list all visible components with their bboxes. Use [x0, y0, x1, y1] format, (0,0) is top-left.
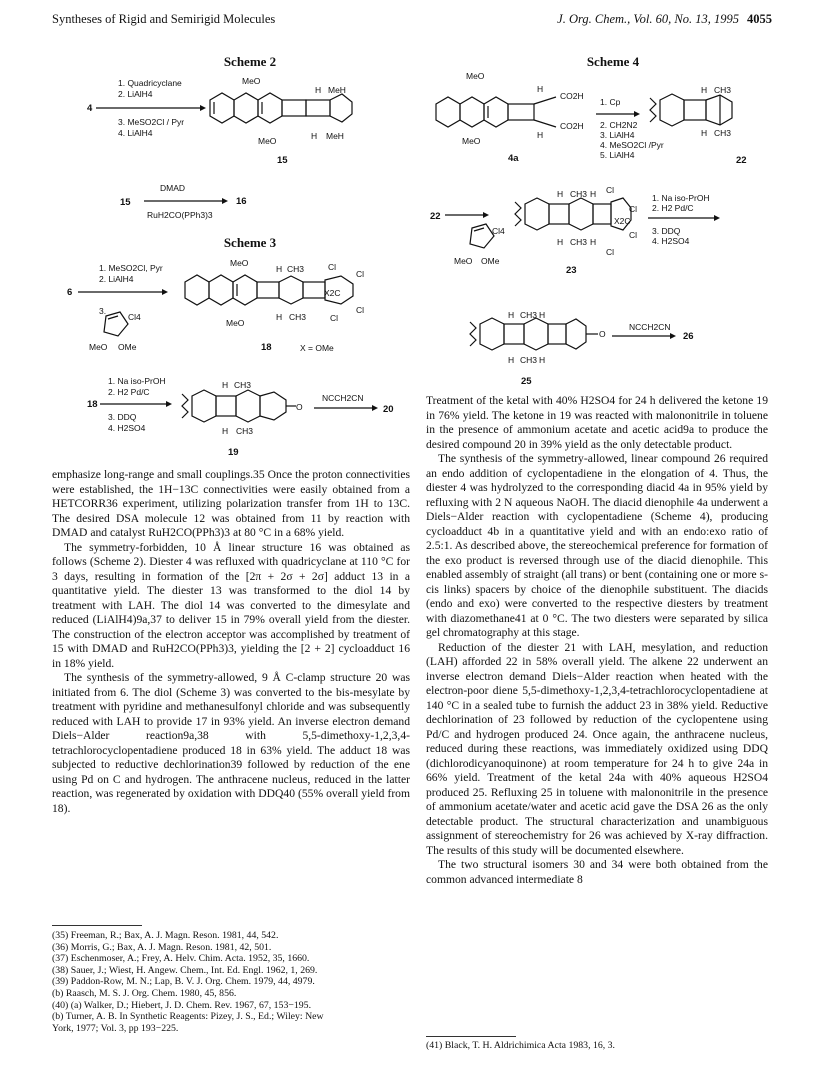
footnote-38: (38) Sauer, J.; Wiest, H. Angew. Chem., Int. Ed. Engl. 1962, 1, 269.: [52, 964, 318, 976]
scheme-4-structure-4a: [430, 94, 560, 134]
scheme-4-step3-arrow: [612, 332, 676, 340]
running-header: [52, 12, 772, 32]
footnote-39: (39) Paddon-Row, M. N.; Lap, B. V. J. Org. Chem. 1979, 44, 4979.: [52, 976, 315, 988]
scheme-3-step2-reagent-1: 1. Na iso-PrOH: [108, 376, 166, 386]
scheme-3-step3-arrow: [314, 404, 378, 412]
footnotes-left: [52, 930, 410, 1034]
scheme-3-arrow: [78, 288, 168, 296]
scheme-3-reagent-2: 2. LiAlH4: [99, 274, 134, 284]
scheme-3-diene-ome: OMe: [118, 342, 137, 352]
scheme-2-step2-start: 15: [120, 197, 131, 208]
scheme-4-label-h-bottom: H: [537, 130, 544, 140]
right-paragraph-1: Treatment of the ketal with 40% H2SO4 for 24 h delivered the ketone 19 in 76% yield. The ketone in 19 was reacted with malononitrile in toluene in the presence of ammonium acetate and acetic acid9a to produce the desired compound 20 in 39% yield as the only detectable product.: [426, 394, 768, 451]
scheme-4-compound-22: 22: [736, 155, 747, 166]
footnote-40a: (40) (a) Walker, D.; Hiebert, J. D. Chem. Rev. 1967, 67, 153−195.: [52, 999, 312, 1011]
scheme-4-23-label-x2c: X2C: [614, 216, 631, 226]
scheme-3-compound-19: 19: [228, 447, 239, 458]
scheme-3-product-note: X = OMe: [300, 343, 334, 353]
scheme-4-label-h-top: H: [537, 84, 544, 94]
scheme-4-reagent-5: 5. LiAlH4: [600, 150, 635, 160]
scheme-4-25-label-h-2: H: [539, 310, 546, 320]
scheme-3-label-x2c: X2C: [324, 288, 341, 298]
scheme-4-25-label-h-1: H: [508, 310, 515, 320]
scheme-4-25-label-h-3: H: [508, 355, 515, 365]
scheme-4-step3-reagent: NCCH2CN: [629, 322, 671, 332]
footnote-35: (35) Freeman, R.; Bax, A. J. Magn. Reson. 1981, 44, 542.: [52, 930, 279, 941]
scheme-4-step2-diene-ome: OMe: [481, 256, 500, 266]
scheme-2-label-meh-top: MeH: [328, 85, 346, 95]
scheme-4-label-meo-bottom: MeO: [462, 136, 481, 146]
scheme-3-step2-label-h-top: H: [222, 380, 229, 390]
scheme-4-25-label-ch3-top: CH3: [520, 310, 538, 320]
scheme-4-label-co2h-top: CO2H: [560, 91, 584, 101]
scheme-3-label-meo-bottom: MeO: [226, 318, 245, 328]
scheme-4-22-label-ch3-bottom: CH3: [714, 128, 732, 138]
scheme-3-reagent-3: 3.: [99, 306, 107, 316]
scheme-2-structure-15: [200, 90, 360, 132]
scheme-3-label-cl-3: Cl: [356, 305, 365, 315]
scheme-2-arrow: [96, 104, 206, 112]
scheme-2-reagent-3: 3. MeSO2Cl / Pyr: [118, 117, 185, 127]
scheme-3-step2-reagent-4: 4. H2SO4: [108, 423, 146, 433]
scheme-3-label-cl-2: Cl: [356, 269, 365, 279]
scheme-3-label-h-bottom: H: [276, 312, 283, 322]
scheme-4-structure-22: [648, 92, 748, 130]
scheme-2-label-meh-bottom: MeH: [326, 131, 344, 141]
scheme-4-23-label-ch3-bottom: CH3: [570, 237, 588, 247]
right-paragraph-4: The two structural isomers 30 and 34 were both obtained from the common advanced intermediate 8: [426, 858, 768, 886]
scheme-4-step2-reagent-1: 1. Na iso-PrOH: [652, 193, 710, 203]
scheme-2-title: Scheme 2: [223, 54, 277, 69]
scheme-3-step2-label-ch3-top: CH3: [234, 380, 252, 390]
scheme-4-step2-arrow: [648, 214, 720, 222]
scheme-4-23-label-h-3: H: [557, 237, 564, 247]
scheme-4-step2-reagent-2: 2. H2 Pd/C: [652, 203, 694, 213]
scheme-4-reagent-4: 4. MeSO2Cl /Pyr: [600, 140, 664, 150]
scheme-2-compound-15: 15: [277, 155, 288, 166]
footnote-rule-right: [426, 1036, 516, 1037]
scheme-4-title: Scheme 4: [586, 54, 640, 69]
scheme-2-label-h-top: H: [315, 85, 322, 95]
scheme-4-23-label-cl-2: Cl: [629, 204, 638, 214]
scheme-2-label-meo-bottom: MeO: [258, 136, 277, 146]
footnote-41: (41) Black, T. H. Aldrichimica Acta 1983, 16, 3.: [426, 1040, 616, 1051]
scheme-3-step2-start: 18: [87, 399, 98, 410]
scheme-3-reagent-1: 1. MeSO2Cl, Pyr: [99, 263, 163, 273]
journal-citation: J. Org. Chem., Vol. 60, No. 13, 1995 4055: [557, 12, 772, 26]
scheme-3-structure-18: [175, 272, 365, 316]
scheme-4-23-label-h-2: H: [590, 189, 597, 199]
scheme-3-diene-cl4: Cl4: [128, 312, 141, 322]
scheme-3-label-cl-4: Cl: [330, 313, 339, 323]
scheme-4-reagent-1: 1. Cp: [600, 97, 621, 107]
left-column: [52, 468, 410, 816]
scheme-4-label-meo-top: MeO: [466, 71, 485, 81]
scheme-3-step2-arrow: [100, 400, 172, 408]
scheme-4-25-label-ch3-bottom: CH3: [520, 355, 538, 365]
scheme-3-step2-label-ch3-bottom: CH3: [236, 426, 254, 436]
scheme-4-reagent-3: 3. LiAlH4: [600, 130, 635, 140]
scheme-2-step2-product: 16: [236, 196, 247, 207]
scheme-3-label-meo-top: MeO: [230, 258, 249, 268]
scheme-4-structure-25: [468, 316, 602, 354]
scheme-4-23-label-h-4: H: [590, 237, 597, 247]
scheme-4-step2-diene-cl4: Cl4: [492, 226, 505, 236]
scheme-4-25-label-h-4: H: [539, 355, 546, 365]
scheme-4-23-label-cl-4: Cl: [606, 247, 615, 257]
scheme-4-arrow: [596, 110, 640, 118]
scheme-4-23-label-ch3-top: CH3: [570, 189, 588, 199]
scheme-4-23-label-cl-1: Cl: [606, 185, 615, 195]
footnote-40b-cont: York, 1977; Vol. 3, pp 193−225.: [52, 1022, 179, 1034]
scheme-4-compound-25: 25: [521, 376, 532, 387]
scheme-4-label-co2h-bottom: CO2H: [560, 121, 584, 131]
running-title: Syntheses of Rigid and Semirigid Molecules: [52, 12, 276, 26]
scheme-4-step2-start: 22: [430, 211, 441, 222]
scheme-4-22-label-ch3-top: CH3: [714, 85, 732, 95]
scheme-3-start-compound: 6: [67, 287, 73, 298]
footnote-rule-left: [52, 925, 142, 926]
scheme-2-reagent-2: 2. LiAlH4: [118, 89, 153, 99]
scheme-4-22-label-h-bottom: H: [701, 128, 708, 138]
scheme-4-structure-23: [513, 196, 633, 238]
scheme-4-22-label-h-top: H: [701, 85, 708, 95]
scheme-3-compound-18: 18: [261, 342, 272, 353]
footnotes-right: [426, 1040, 768, 1052]
scheme-4-compound-26: 26: [683, 331, 694, 342]
scheme-3-step2-label-o: O: [296, 402, 303, 412]
scheme-3-title: Scheme 3: [223, 235, 277, 250]
right-column: [426, 394, 768, 887]
scheme-3-step2-reagent-3: 3. DDQ: [108, 412, 137, 422]
scheme-4-23-label-h-1: H: [557, 189, 564, 199]
scheme-3-step2-arrow-reagent: NCCH2CN: [322, 393, 364, 403]
scheme-2-reagent-1: 1. Quadricyclane: [118, 78, 182, 88]
footnote-40b: (b) Turner, A. B. In Synthetic Reagents: Pizey, J. S., Ed.; Wiley: New: [52, 1011, 324, 1023]
left-paragraph-3: The synthesis of the symmetry-allowed, 9 Å C-clamp structure 20 was initiated from 6. The diol (Scheme 3) was converted to the bis-mesylate by treatment with pyridine and methanesulfonyl chloride and was subsequently reduced with LAH to provide 17 in 93% yield. An inverse electron demand Diels−Alder reaction9a,38 with 5,5-dimethoxy-1,2,3,4-tetrachlorocyclopentadiene produced 18 in 63% yield. The adduct 18 was subjected to reductive dechlorination39 followed by reduction of the ene using Pd on C and hydrogen. The anthracene nucleus, reduced in the latter reaction, was regenerated by oxidation with DDQ40 (55% overall yield from 18).: [52, 671, 410, 815]
scheme-4-reagent-2: 2. CH2N2: [600, 120, 638, 130]
footnote-37: (37) Eschenmoser, A.; Frey, A. Helv. Chim. Acta. 1952, 35, 1660.: [52, 953, 310, 965]
scheme-3-label-cl-1: Cl: [328, 262, 337, 272]
scheme-2-step2-arrow: [144, 197, 228, 205]
right-paragraph-2: The synthesis of the symmetry-allowed, linear compound 26 required an endo addition of cyclopentadiene in the elongation of 4. Thus, the diester 4 was hydrolyzed to the corresponding diacid 4a in 95% yield by refluxing with 2 N aqueous NaOH. The diacid dienophile 4a underwent a Diels−Alder reaction with cyclopentadiene (Scheme 4), producing cycloadduct 4b in a quantitative yield and with an endo:exo ratio of 2.5:1. As described above, the stereochemical preference for formation of the exo product is reversed through use of the diacid dienophile. This enabled assembly of straight (all trans) or bent (containing one or more s-cis links) spacers by choice of the dienophile substituent. The diacids (endo and exo) were converted to the respective diesters by treatment with diazomethane41 at 0 °C. The two diesters were separated by silica gel chromatography at this stage.: [426, 452, 768, 639]
scheme-2-step2-reagent-bottom: RuH2CO(PPh3)3: [147, 210, 213, 220]
scheme-4-25-label-o: O: [599, 329, 606, 339]
scheme-2-label-meo-top: MeO: [242, 76, 261, 86]
scheme-3-label-ch3-bottom: CH3: [289, 312, 307, 322]
scheme-2-label-h-bottom: H: [311, 131, 318, 141]
scheme-2-step2-reagent-top: DMAD: [160, 183, 186, 193]
scheme-2-reagent-4: 4. LiAlH4: [118, 128, 153, 138]
scheme-4-step2-diene-meo: MeO: [454, 256, 473, 266]
scheme-3-label-ch3-top: CH3: [287, 264, 305, 274]
scheme-4-step2-reagent-4: 4. H2SO4: [652, 236, 690, 246]
footnote-39b: (b) Raasch, M. S. J. Org. Chem. 1980, 45, 856.: [52, 987, 237, 999]
scheme-3-diene-meo: MeO: [89, 342, 108, 352]
scheme-2-start-compound: 4: [87, 103, 93, 114]
page-number: 4055: [747, 12, 772, 26]
scheme-3-step2-reagent-2: 2. H2 Pd/C: [108, 387, 150, 397]
scheme-4-compound-4a: 4a: [508, 153, 519, 164]
scheme-3-step2-label-h-bottom: H: [222, 426, 229, 436]
scheme-3-compound-20: 20: [383, 404, 394, 415]
left-paragraph-1: emphasize long-range and small couplings.35 Once the proton connectivities were established, the 1H−13C connectivities were easily obtained from a HETCORR36 experiment, utilizing polarization transfer from 1H to 13C. The desired DSA molecule 12 was obtained from 11 by reaction with DMAD and catalyst RuH2CO(PPh3)3 at 80 °C in a 68% yield.: [52, 468, 410, 539]
scheme-4-step2-plus-arrow: [445, 211, 489, 219]
right-paragraph-3: Reduction of the diester 21 with LAH, mesylation, and reduction (LAH) afforded 22 in 58% overall yield. The alkene 22 underwent an inverse electron demand Diels−Alder reaction when heated with the electron-poor diene 5,5-dimethoxy-1,2,3,4-tetrachlorocyclopentadiene at 140 °C in a sealed tube to furnish the adduct 23 in 38% yield. Reductive dechlorination of 23 followed by reduction of the cyclopentene using Pd/C and hydrogen produced 24. Once again, the anthracene nucleus, reduced during these reactions, was immediately oxidized using DDQ (dichlorodicyanoquinone) at room temperature for 24 h to give 24a in 66% yield. Treatment of the ketal 24a with 40% aqueous H2SO4 produced 25. Refluxing 25 in toluene with malononitrile in the presence of ammonium acetate/water and acetic acid gave the DSA 26 as the only detectable product. The structural characterization and unambiguous assignment of stereochemistry for 26 was achieved by X-ray diffraction. The results of this study will be documented elsewhere.: [426, 640, 768, 857]
left-paragraph-2: The symmetry-forbidden, 10 Å linear structure 16 was obtained as follows (Scheme 2). Diester 4 was refluxed with quadricyclane at 110 °C for 3 days, resulting in formation of the [2π + 2σ + 2σ] adduct 13 in a quantitative yield. The diester 13 was transformed to the diol 14 by treatment with LAH. The diol 14 was converted to the dimesylate and reduced (LiAlH4)9a,37 to deliver 15 in 79% overall yield from the diester. The construction of the electron acceptor was accomplished by treatment of 15 with DMAD and RuH2CO(PPh3)3, yielding the [2 + 2] cycloadduct 16 in 18% yield.: [52, 540, 410, 670]
scheme-4-compound-23: 23: [566, 265, 577, 276]
footnote-36: (36) Morris, G.; Bax, A. J. Magn. Reson. 1981, 42, 501.: [52, 941, 272, 953]
scheme-4-step2-reagent-3: 3. DDQ: [652, 226, 681, 236]
scheme-4-23-label-cl-3: Cl: [629, 230, 638, 240]
scheme-3-structure-19: [180, 388, 298, 426]
scheme-3-label-h-top: H: [276, 264, 283, 274]
